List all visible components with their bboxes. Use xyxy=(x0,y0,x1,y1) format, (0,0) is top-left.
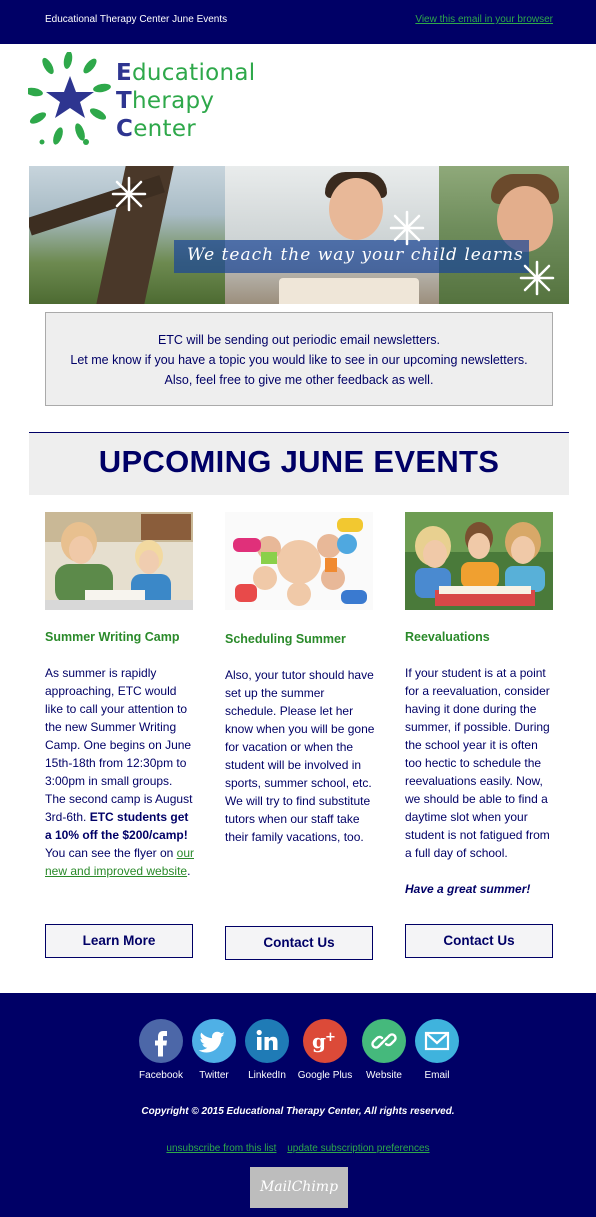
hero-banner xyxy=(29,166,569,304)
social-facebook[interactable]: Facebook xyxy=(131,1019,191,1081)
website-link[interactable]: our new and improved website xyxy=(45,846,194,878)
event-photo-children-circle xyxy=(225,512,373,610)
logo-word-therapy: Therapy xyxy=(116,88,215,114)
social-google-plus[interactable]: g + Google Plus xyxy=(295,1019,355,1081)
event-description: If your student is at a point for a reevaluation, consider having it done during the summer, if possible. During the school year it is often too hectic to schedule the reevaluations easily. Now, we should be able to find a daytime slot when your student is not fatigued from a full day of school. Have a great summer! xyxy=(405,666,550,896)
section-heading-box xyxy=(29,433,569,495)
social-linkedin[interactable]: LinkedIn xyxy=(237,1019,297,1081)
facebook-icon xyxy=(139,1019,183,1063)
link-icon xyxy=(362,1019,406,1063)
event-photo-kids-reading xyxy=(405,512,553,610)
section-heading: UPCOMING JUNE EVENTS xyxy=(98,444,500,479)
svg-text:g: g xyxy=(312,1029,326,1053)
sparkle-icon xyxy=(517,258,557,298)
copyright-notice: Copyright © 2015 Educational Therapy Center, All rights reserved. xyxy=(141,1106,455,1117)
social-email[interactable]: Email xyxy=(407,1019,467,1081)
update-preferences-link[interactable]: update subscription preferences xyxy=(287,1143,430,1154)
sparkle-icon xyxy=(387,208,427,248)
mail-icon xyxy=(415,1019,459,1063)
unsubscribe-link[interactable]: unsubscribe from this list xyxy=(166,1143,277,1154)
logo-word-educational: Educational xyxy=(116,60,256,86)
social-website[interactable]: Website xyxy=(354,1019,414,1081)
event-title: Reevaluations xyxy=(405,630,490,644)
header-bar xyxy=(0,0,596,44)
newsletter-notice xyxy=(45,312,553,406)
email-title: Educational Therapy Center June Events xyxy=(45,14,228,25)
learn-more-button[interactable]: Learn More xyxy=(45,924,193,958)
view-in-browser-link[interactable]: View this email in your browser xyxy=(415,14,553,25)
contact-us-button[interactable]: Contact Us xyxy=(405,924,553,958)
footer-links xyxy=(0,1143,596,1154)
event-title: Summer Writing Camp xyxy=(45,630,180,644)
closing-line: Have a great summer! xyxy=(405,882,531,896)
mailchimp-badge[interactable]: MailChimp xyxy=(250,1167,348,1208)
event-title: Scheduling Summer xyxy=(225,632,346,646)
hero-tagline: We teach the way your child learns xyxy=(187,245,524,265)
contact-us-button[interactable]: Contact Us xyxy=(225,926,373,960)
linkedin-icon xyxy=(245,1019,289,1063)
sparkle-icon xyxy=(109,174,149,214)
star-splash-icon xyxy=(28,52,118,152)
social-twitter[interactable]: Twitter xyxy=(184,1019,244,1081)
logo-word-center: Center xyxy=(116,116,197,142)
svg-text:+: + xyxy=(325,1030,336,1045)
event-description: Also, your tutor should have set up the summer schedule. Please let her know when you will be gone for vacation or when the student will be involved in sports, summer school, etc. We will try to find substitute tutors when our staff take their family vacations, too. xyxy=(225,668,375,844)
google-plus-icon xyxy=(303,1019,347,1063)
notice-line-1: ETC will be sending out periodic email newsletters. xyxy=(157,333,441,347)
event-description: As summer is rapidly approaching, ETC would like to call your attention to the new Summer Writing Camp. One begins on June 15th-18th from 12:30pm to 3:00pm in small groups. The second camp is August 3rd-6th. ETC students get a 10% off the $200/camp! You can see the flyer on our new and improved website. xyxy=(45,666,194,878)
logo xyxy=(28,52,268,152)
notice-line-2: Let me know if you have a topic you would like to see in our upcoming newsletters. Also, feel free to give me other feedback as well. xyxy=(70,353,528,387)
twitter-icon xyxy=(192,1019,236,1063)
event-photo-teacher-reading xyxy=(45,512,193,610)
